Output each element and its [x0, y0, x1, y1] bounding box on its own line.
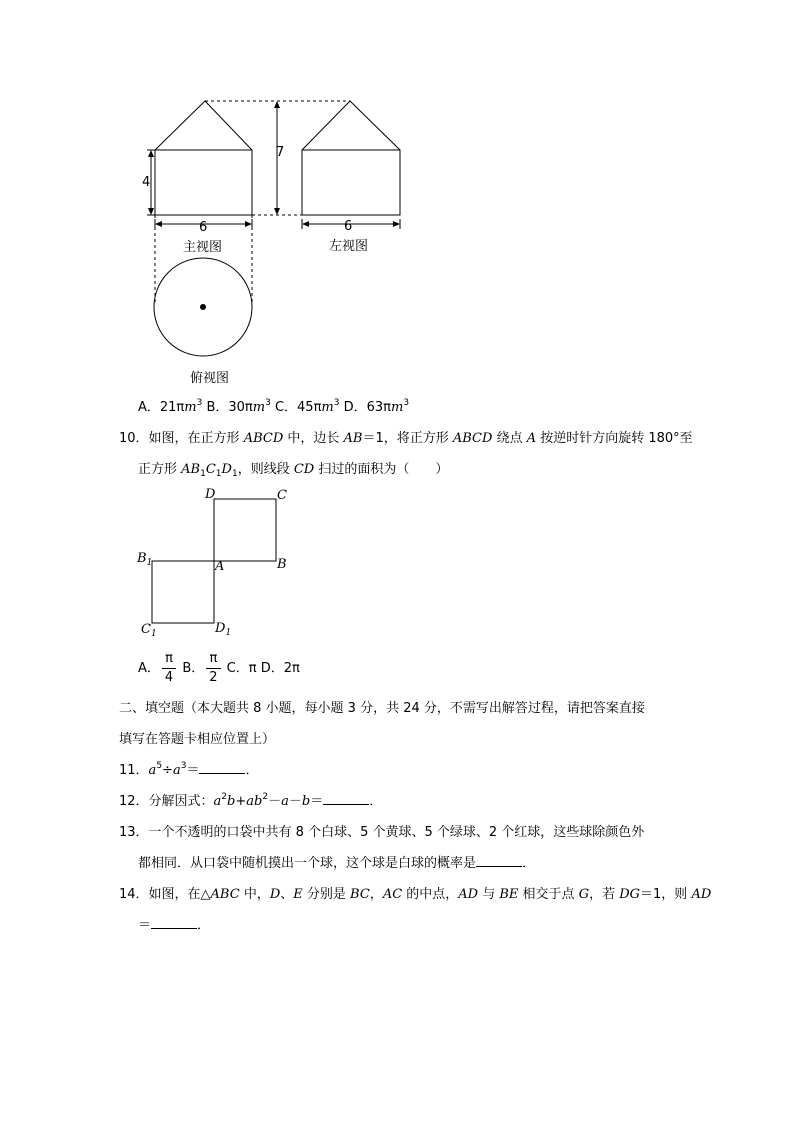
q10-text: ，则线段	[237, 462, 294, 477]
square-abcd	[214, 499, 276, 561]
q13-text: 都相同．从口袋中随机摸出一个球，这个球是白球的概率是	[138, 856, 477, 871]
q10-point-a: A	[526, 431, 537, 446]
q10-c: C	[205, 462, 216, 477]
front-view-roof	[155, 101, 252, 150]
top-view-label: 俯视图	[190, 371, 230, 386]
q13-line-2	[138, 852, 535, 871]
q10-option-a-num: π	[162, 650, 176, 669]
label-C1-sub: 1	[150, 629, 157, 639]
q11-number: 11．	[119, 763, 149, 778]
dim-6-front-arrow-right	[245, 221, 252, 227]
dim-6-front-label: 6	[199, 220, 208, 235]
q14-text: 14．如图，在△	[119, 887, 211, 902]
q14-text: 、	[280, 887, 294, 902]
q10-line-2	[138, 458, 448, 477]
q12-exp2: 2	[262, 792, 269, 802]
label-B1-sub: 1	[146, 558, 153, 568]
q9-option-c-exp: 3	[333, 398, 340, 408]
q12-b2: b	[301, 794, 311, 809]
q9-option-b-exp: 3	[265, 398, 271, 408]
label-B: B	[277, 557, 287, 572]
q11-eq: ＝	[186, 763, 200, 778]
section2-heading-line-1: 二、填空题（本大题共 8 小题，每小题 3 分，共 24 分，不需写出解答过程，请把答案直接	[119, 701, 645, 716]
q10-cd: CD	[293, 462, 315, 477]
label-C: C	[277, 488, 287, 503]
q11-div: ÷	[162, 763, 173, 778]
q12-a: a	[213, 794, 222, 809]
dim-7-arrowhead-bottom	[274, 208, 280, 215]
q14-text: ，若	[589, 887, 620, 902]
q14-answer-blank[interactable]	[151, 927, 197, 929]
q14-text: 的中点，	[402, 887, 459, 902]
label-A: A	[215, 559, 225, 574]
dim-6-front-arrow-left	[155, 221, 162, 227]
q10-text: 按逆时针方向旋转 180°至	[536, 431, 693, 446]
q10-sub: 1	[200, 469, 206, 479]
q12-prefix: 12．分解因式：	[119, 794, 214, 809]
label-D1-letter: D	[215, 621, 226, 636]
dim-6-side-label: 6	[344, 219, 353, 234]
label-C1	[141, 622, 157, 637]
label-B1-letter: B	[137, 551, 147, 566]
q9-option-d-exp: 3	[403, 398, 410, 408]
q12-b: b	[227, 794, 236, 809]
three-view-drawing	[130, 90, 420, 390]
front-view-body	[155, 150, 252, 215]
dim-4-arrowhead-bottom	[148, 208, 154, 215]
q14-d: D	[269, 887, 281, 902]
q13-end: ．	[522, 856, 536, 871]
q12-ab: ab	[246, 794, 263, 809]
q9-option-b: B．30π	[202, 400, 253, 415]
label-B1	[137, 551, 152, 566]
q14-end: ．	[197, 918, 211, 933]
q14-text: 分别是	[302, 887, 351, 902]
q10-text: 中，边长	[283, 431, 344, 446]
q11-a: a	[148, 763, 157, 778]
q14-text: 中，	[239, 887, 270, 902]
dim-6-side-arrow-right	[393, 221, 400, 227]
q11-exp1: 5	[156, 761, 163, 771]
q14-ad2: AD	[691, 887, 712, 902]
q12-a2: a	[281, 794, 289, 809]
q14-line-1	[119, 883, 711, 902]
q10-option-b-num: π	[206, 650, 220, 669]
q9-option-d-unit: m	[390, 400, 404, 415]
q9-option-c: C．45π	[270, 400, 322, 415]
q10-text: 绕点	[492, 431, 527, 446]
q10-option-d: D．2π	[256, 661, 300, 676]
three-view-figure	[130, 90, 420, 390]
label-C1-letter: C	[141, 622, 151, 637]
q10-abcd: ABCD	[243, 431, 284, 446]
dim-6-side-arrow-left	[302, 221, 309, 227]
q10-text: ＝1，将正方形	[362, 431, 453, 446]
q14-text: ＝1，则	[640, 887, 692, 902]
q10-sub: 1	[215, 469, 222, 479]
q9-option-a-exp: 3	[196, 398, 203, 408]
q12-exp1: 2	[221, 792, 228, 802]
q11-exp2: 3	[180, 761, 187, 771]
q11-end: ．	[245, 763, 259, 778]
q13-line-1: 13．一个不透明的口袋中共有 8 个白球、5 个黄球、5 个绿球、2 个红球，这些球除颜色外	[119, 825, 645, 840]
q10-d: D	[221, 462, 232, 477]
q10-text: 正方形	[138, 462, 182, 477]
q14-text: 与	[478, 887, 500, 902]
q10-abcd: ABCD	[452, 431, 493, 446]
side-view-roof	[302, 101, 400, 150]
side-view-label: 左视图	[329, 239, 369, 254]
q11-answer-blank[interactable]	[199, 772, 245, 774]
q9-option-a-unit: m	[184, 400, 197, 415]
q9-options	[138, 396, 409, 415]
q10-sub: 1	[231, 469, 238, 479]
q12	[119, 790, 382, 809]
q10-option-b-fraction	[206, 650, 220, 687]
q14-text: 相交于点	[518, 887, 579, 902]
label-D: D	[205, 487, 216, 502]
q10-option-b-den: 2	[209, 670, 218, 685]
top-view-center-dot	[200, 304, 206, 310]
q10-options	[138, 650, 300, 687]
q10-option-a: A．	[138, 661, 160, 676]
label-D1-sub: 1	[225, 628, 232, 638]
q14-be: BE	[499, 887, 519, 902]
dim-7-arrowhead-top	[274, 101, 280, 108]
q10-option-c: C．π	[222, 661, 257, 676]
label-D1	[215, 621, 231, 636]
squares-figure	[130, 483, 300, 643]
q9-option-c-unit: m	[321, 400, 334, 415]
q14-bc: BC	[350, 887, 370, 902]
q13-answer-blank[interactable]	[476, 865, 522, 867]
q14-eq: ＝	[138, 918, 152, 933]
dim-4-arrowhead-top	[148, 150, 154, 157]
q14-abc: ABC	[210, 887, 240, 902]
q12-eq: ＝	[310, 794, 324, 809]
square-ab1c1d1	[152, 561, 214, 623]
q9-option-d: D．63π	[339, 400, 391, 415]
q10-ab: AB	[181, 462, 201, 477]
q10-ab: AB	[343, 431, 363, 446]
q12-end: ．	[369, 794, 383, 809]
side-view-body	[302, 150, 400, 215]
q10-text: 10．如图，在正方形	[119, 431, 244, 446]
q14-dg: DG	[619, 887, 641, 902]
q14-e: E	[293, 887, 303, 902]
q14-ad: AD	[458, 887, 479, 902]
q10-text: 扫过的面积为（ ）	[314, 462, 449, 477]
section2-heading-line-2: 填写在答题卡相应位置上）	[119, 732, 276, 747]
q9-option-b-unit: m	[252, 400, 266, 415]
q10-option-a-fraction	[162, 650, 176, 687]
q12-minus: －	[268, 794, 282, 809]
q14-ac: AC	[382, 887, 403, 902]
q12-answer-blank[interactable]	[323, 803, 369, 805]
front-view-label: 主视图	[183, 240, 223, 255]
q14-g: G	[578, 887, 590, 902]
q12-minus2: －	[288, 794, 302, 809]
dim-7-label: 7	[276, 145, 285, 160]
q10-option-b: B．	[178, 661, 205, 676]
q10-line-1	[119, 427, 693, 446]
q14-text: ，	[369, 887, 383, 902]
q9-option-a: A．21π	[138, 400, 185, 415]
q11	[119, 759, 258, 778]
q11-a2: a	[172, 763, 181, 778]
dim-4-label: 4	[142, 175, 151, 190]
q10-option-a-den: 4	[164, 670, 174, 685]
q14-line-2	[138, 914, 210, 933]
q12-plus: +	[235, 794, 247, 809]
